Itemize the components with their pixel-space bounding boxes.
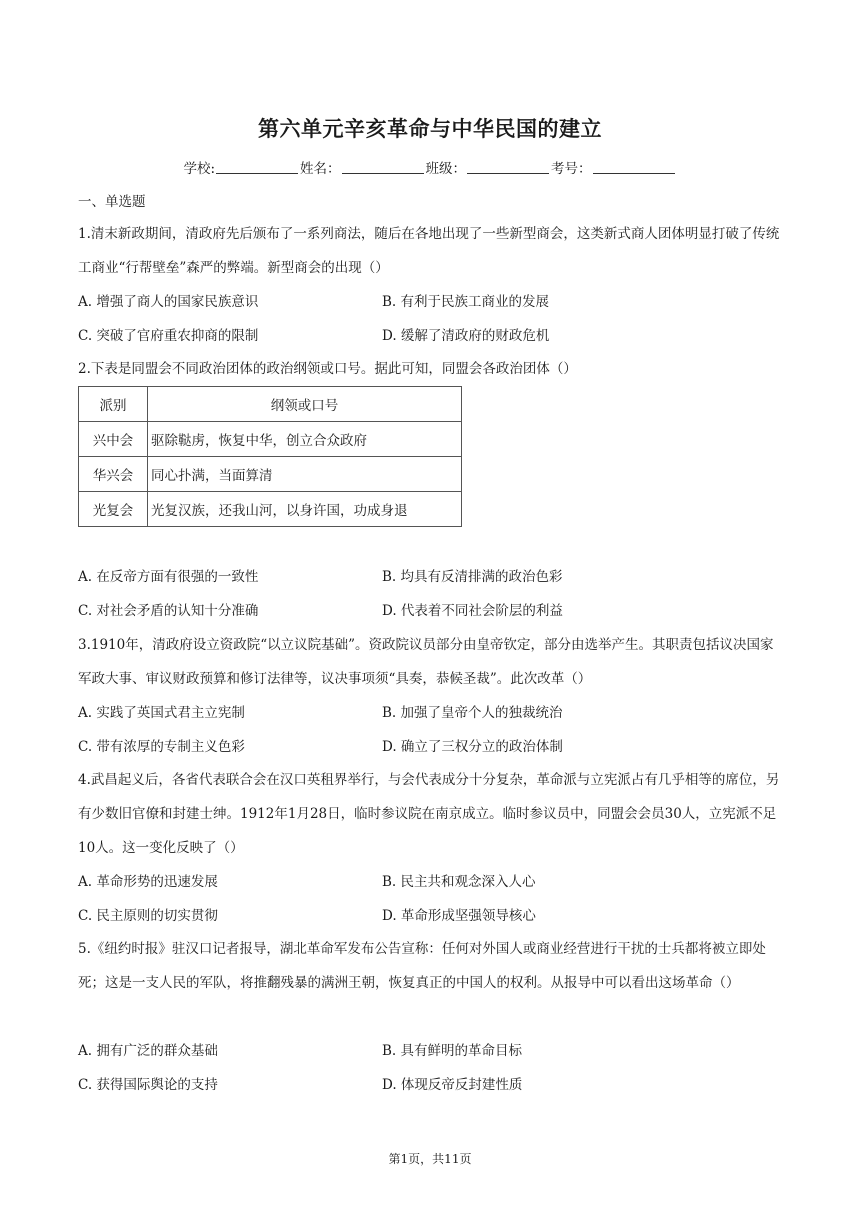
table-row <box>79 457 462 492</box>
exam-number-blank[interactable] <box>593 161 675 174</box>
option-a[interactable]: A. 增强了商人的国家民族意识 <box>78 294 259 310</box>
table-header-cell: 纲领或口号 <box>148 387 462 422</box>
options-row <box>78 730 782 764</box>
options-row <box>78 560 782 594</box>
section-heading: 一、单选题 <box>78 194 146 210</box>
table-cell: 同心扑满，当面算清 <box>148 457 462 492</box>
class-label: 班级： <box>425 161 467 177</box>
school-label: 学校: <box>183 161 216 177</box>
option-c[interactable]: C. 获得国际舆论的支持 <box>78 1077 218 1093</box>
page-footer: 第1页，共11页 <box>388 1152 472 1166</box>
table-header-row <box>79 387 462 422</box>
name-label: 姓名： <box>300 161 341 177</box>
question-4-text: 4.武昌起义后，各省代表联合会在汉口英租界举行，与会代表成分十分复杂，革命派与立宪派占有几乎相等的席位，另有少数旧官僚和封建士绅。1912年1月28日，临时参议院在南京成立。临时参议员中，同盟会会员30人，立宪派不足10人。这一变化反映了（） <box>78 772 780 856</box>
class-blank[interactable] <box>467 161 549 174</box>
question-2-text: 2.下表是同盟会不同政治团体的政治纲领或口号。据此可知，同盟会各政治团体（） <box>78 361 577 377</box>
question-3-options <box>78 696 782 764</box>
option-a[interactable]: A. 拥有广泛的群众基础 <box>78 1043 218 1059</box>
question-5-text: 5.《纽约时报》驻汉口记者报导，湖北革命军发布公告宣称：任何对外国人或商业经营进行干扰的士兵都将被立即处死；这是一支人民的军队，将推翻残暴的满洲王朝，恢复真正的中国人的权利。从报导中可以看出这场革命（） <box>78 941 766 991</box>
exam-number-label: 考号： <box>551 161 592 177</box>
option-d[interactable]: D. 缓解了清政府的财政危机 <box>382 328 550 344</box>
question-2-options <box>78 560 782 628</box>
options-row <box>78 285 782 319</box>
table-cell: 光复汉族，还我山河，以身许国，功成身退 <box>148 492 462 527</box>
options-row <box>78 865 782 899</box>
school-blank[interactable] <box>216 161 298 174</box>
student-info-line <box>0 157 860 177</box>
option-c[interactable]: C. 带有浓厚的专制主义色彩 <box>78 739 245 755</box>
option-a[interactable]: A. 革命形势的迅速发展 <box>78 874 218 890</box>
options-row <box>78 899 782 933</box>
option-c[interactable]: C. 突破了官府重农抑商的限制 <box>78 328 259 344</box>
option-d[interactable]: D. 代表着不同社会阶层的利益 <box>382 603 563 619</box>
options-row <box>78 1068 782 1102</box>
option-c[interactable]: C. 民主原则的切实贯彻 <box>78 908 218 924</box>
option-b[interactable]: B. 民主共和观念深入人心 <box>382 874 536 890</box>
question-1-text: 1.清末新政期间，清政府先后颁布了一系列商法，随后在各地出现了一些新型商会，这类新式商人团体明显打破了传统工商业“行帮壁垒”森严的弊端。新型商会的出现（） <box>78 226 780 276</box>
options-row <box>78 594 782 628</box>
name-blank[interactable] <box>342 161 424 174</box>
question-4-options <box>78 865 782 933</box>
option-b[interactable]: B. 加强了皇帝个人的独裁统治 <box>382 705 563 721</box>
table-row <box>79 422 462 457</box>
table-row <box>79 492 462 527</box>
question-1-options <box>78 285 782 353</box>
option-d[interactable]: D. 确立了三权分立的政治体制 <box>382 739 563 755</box>
question-3-text: 3.1910年，清政府设立资政院“以立议院基础”。资政院议员部分由皇帝钦定，部分由选举产生。其职责包括议决国家军政大事、审议财政预算和修订法律等，议决事项须“具奏，恭候圣裁”。此次改革（） <box>78 637 774 687</box>
option-a[interactable]: A. 实践了英国式君主立宪制 <box>78 705 245 721</box>
option-b[interactable]: B. 具有鲜明的革命目标 <box>382 1043 523 1059</box>
page-title: 第六单元辛亥革命与中华民国的建立 <box>258 117 602 141</box>
option-d[interactable]: D. 体现反帝反封建性质 <box>382 1077 523 1093</box>
table-header-cell: 派别 <box>79 387 148 422</box>
party-platform-table <box>78 386 462 527</box>
options-row <box>78 319 782 353</box>
option-a[interactable]: A. 在反帝方面有很强的一致性 <box>78 569 259 585</box>
options-row <box>78 696 782 730</box>
option-b[interactable]: B. 均具有反清排满的政治色彩 <box>382 569 563 585</box>
option-c[interactable]: C. 对社会矛盾的认知十分准确 <box>78 603 259 619</box>
option-b[interactable]: B. 有利于民族工商业的发展 <box>382 294 550 310</box>
option-d[interactable]: D. 革命形成坚强领导核心 <box>382 908 536 924</box>
options-row <box>78 1034 782 1068</box>
table-cell: 驱除鞑虏，恢复中华，创立合众政府 <box>148 422 462 457</box>
question-5-options <box>78 1034 782 1102</box>
table-cell: 兴中会 <box>79 422 148 457</box>
table-cell: 华兴会 <box>79 457 148 492</box>
table-cell: 光复会 <box>79 492 148 527</box>
